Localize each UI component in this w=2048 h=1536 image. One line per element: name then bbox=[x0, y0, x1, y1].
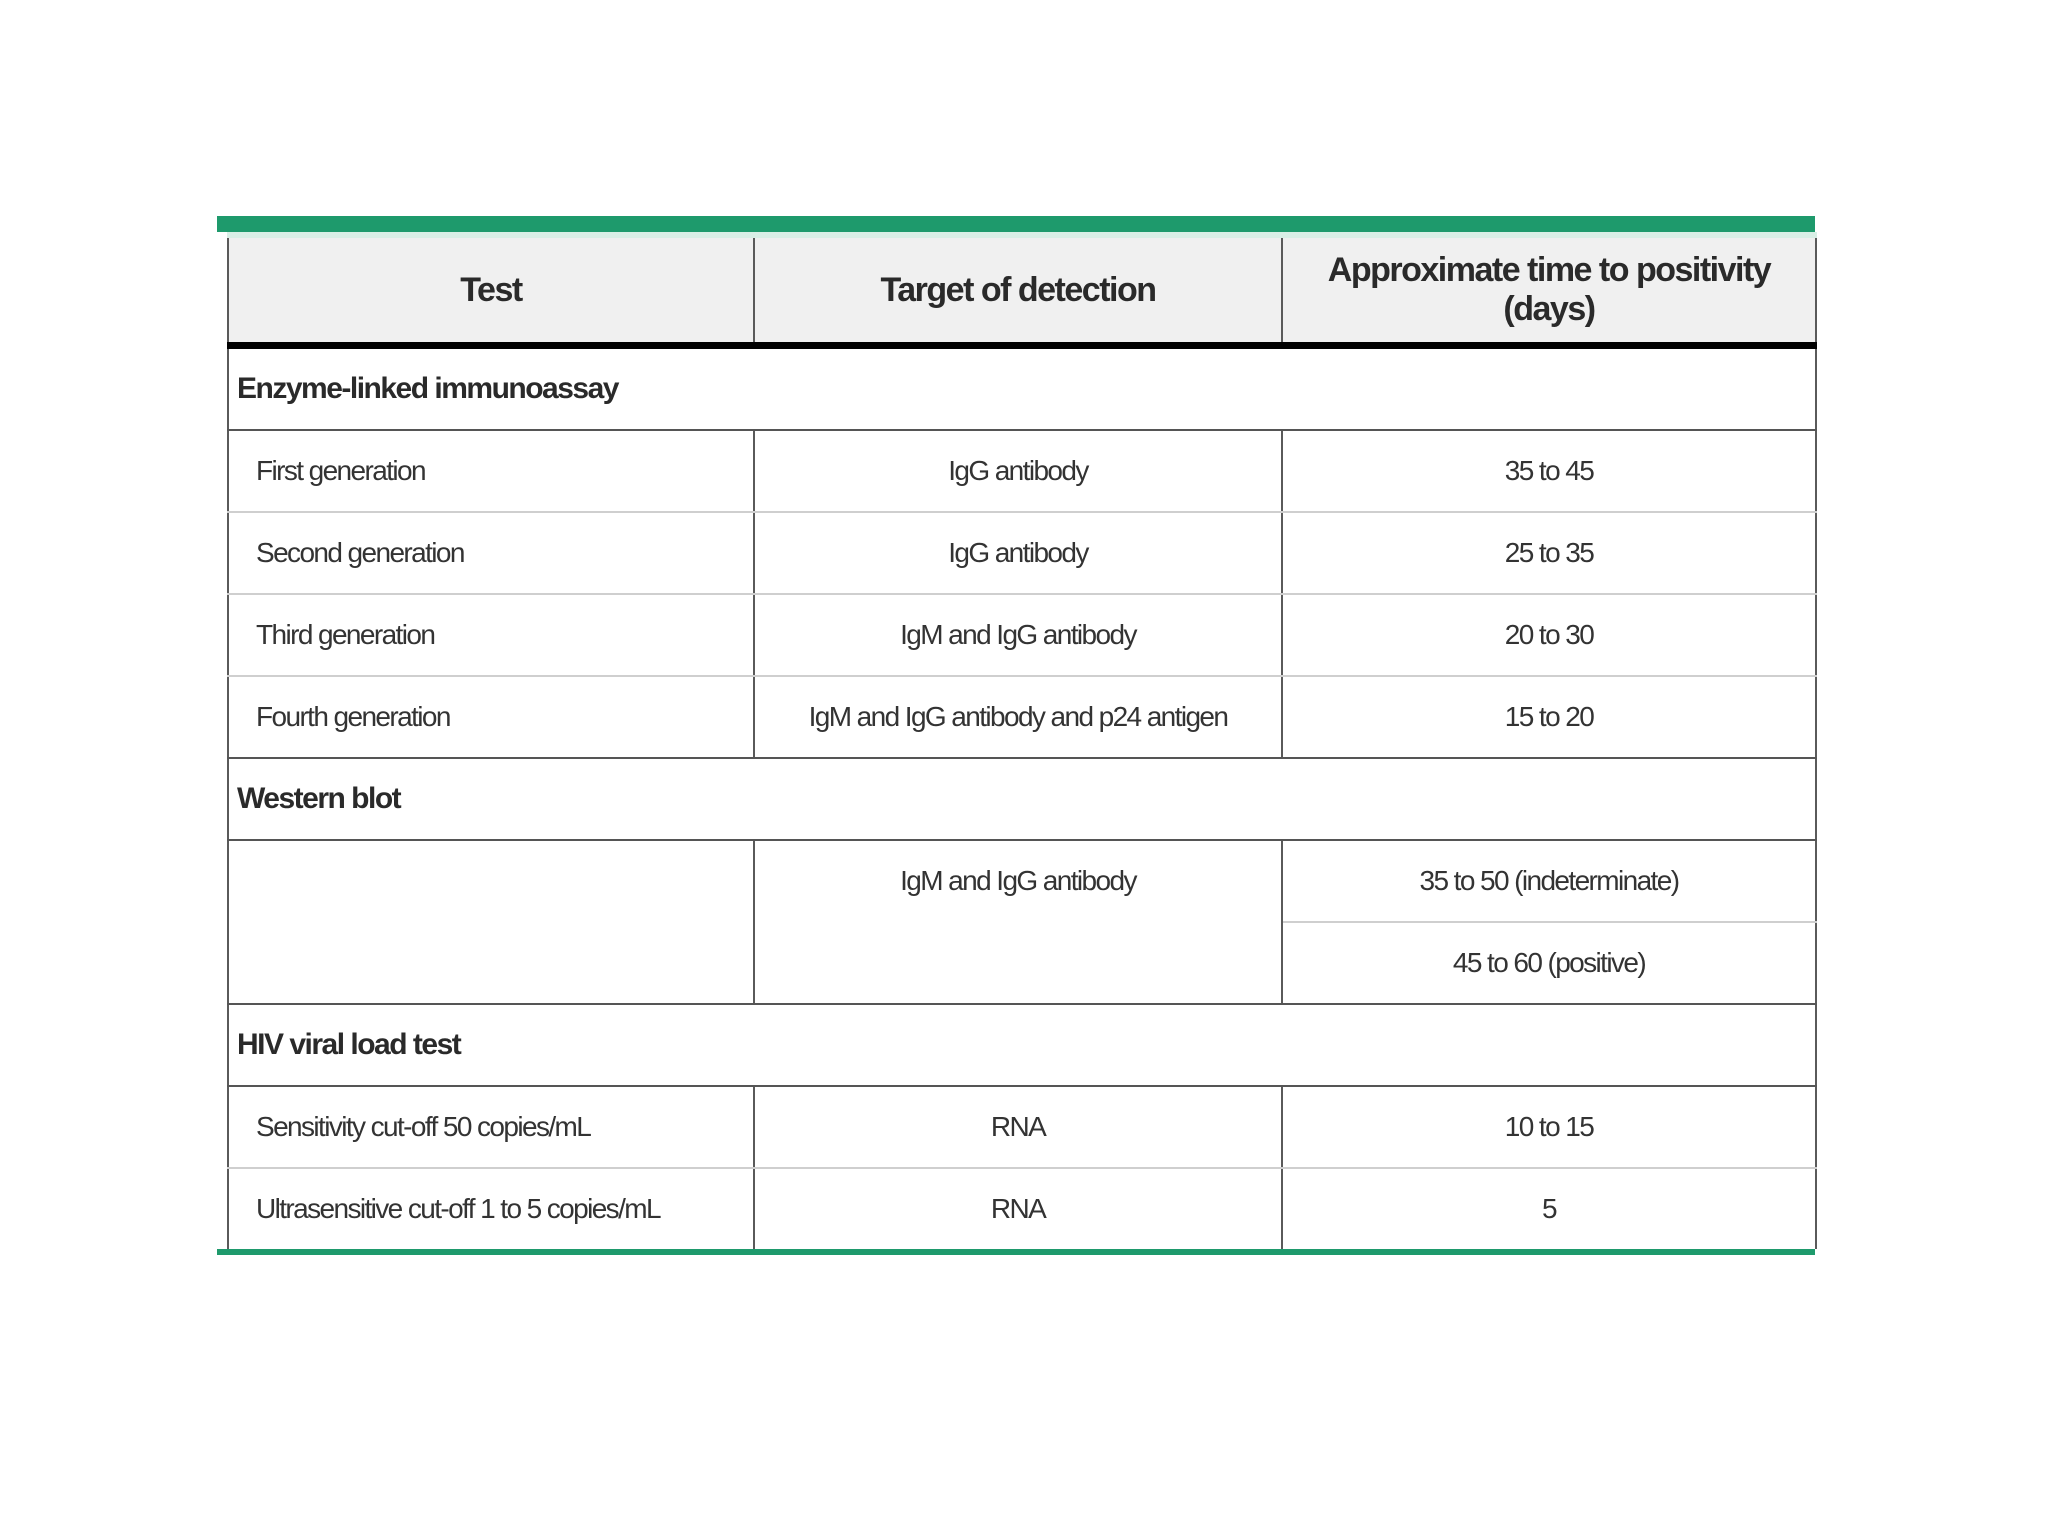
section-row-western-blot bbox=[228, 758, 1816, 840]
cell-target: IgM and IgG antibody bbox=[754, 594, 1282, 676]
cell-time: 35 to 45 bbox=[1282, 430, 1816, 512]
table-row bbox=[228, 1086, 1816, 1168]
section-title: Enzyme-linked immunoassay bbox=[228, 346, 1816, 431]
cell-time: 20 to 30 bbox=[1282, 594, 1816, 676]
cell-time-indeterminate: 35 to 50 (indeterminate) bbox=[1282, 840, 1816, 922]
table-row bbox=[228, 512, 1816, 594]
table-bottom-rule bbox=[217, 1249, 1815, 1255]
cell-target: IgM and IgG antibody bbox=[754, 840, 1282, 1004]
cell-test: Sensitivity cut-off 50 copies/mL bbox=[228, 1086, 754, 1168]
cell-time: 25 to 35 bbox=[1282, 512, 1816, 594]
cell-time-positive: 45 to 60 (positive) bbox=[1282, 922, 1816, 1004]
section-title: Western blot bbox=[228, 758, 1816, 840]
header-test: Test bbox=[228, 235, 754, 346]
section-title: HIV viral load test bbox=[228, 1004, 1816, 1086]
cell-target: IgM and IgG antibody and p24 antigen bbox=[754, 676, 1282, 758]
cell-test: Fourth generation bbox=[228, 676, 754, 758]
cell-test-empty bbox=[228, 840, 754, 1004]
cell-test: Second generation bbox=[228, 512, 754, 594]
table-row bbox=[228, 676, 1816, 758]
cell-time: 5 bbox=[1282, 1168, 1816, 1249]
cell-time: 10 to 15 bbox=[1282, 1086, 1816, 1168]
table-row bbox=[228, 594, 1816, 676]
header-row bbox=[228, 235, 1816, 346]
cell-test: Third generation bbox=[228, 594, 754, 676]
cell-target: IgG antibody bbox=[754, 512, 1282, 594]
hiv-tests-table-container bbox=[217, 216, 1815, 1255]
cell-test: First generation bbox=[228, 430, 754, 512]
section-row-elisa bbox=[228, 346, 1816, 431]
cell-target: RNA bbox=[754, 1168, 1282, 1249]
table-top-rule bbox=[217, 216, 1815, 232]
cell-target: IgG antibody bbox=[754, 430, 1282, 512]
cell-target: RNA bbox=[754, 1086, 1282, 1168]
cell-time: 15 to 20 bbox=[1282, 676, 1816, 758]
cell-test: Ultrasensitive cut-off 1 to 5 copies/mL bbox=[228, 1168, 754, 1249]
table-row bbox=[228, 430, 1816, 512]
hiv-tests-table bbox=[227, 232, 1817, 1249]
table-row bbox=[228, 1168, 1816, 1249]
section-row-viral-load bbox=[228, 1004, 1816, 1086]
table-row bbox=[228, 840, 1816, 922]
header-time: Approximate time to positivity (days) bbox=[1282, 235, 1816, 346]
header-target: Target of detection bbox=[754, 235, 1282, 346]
